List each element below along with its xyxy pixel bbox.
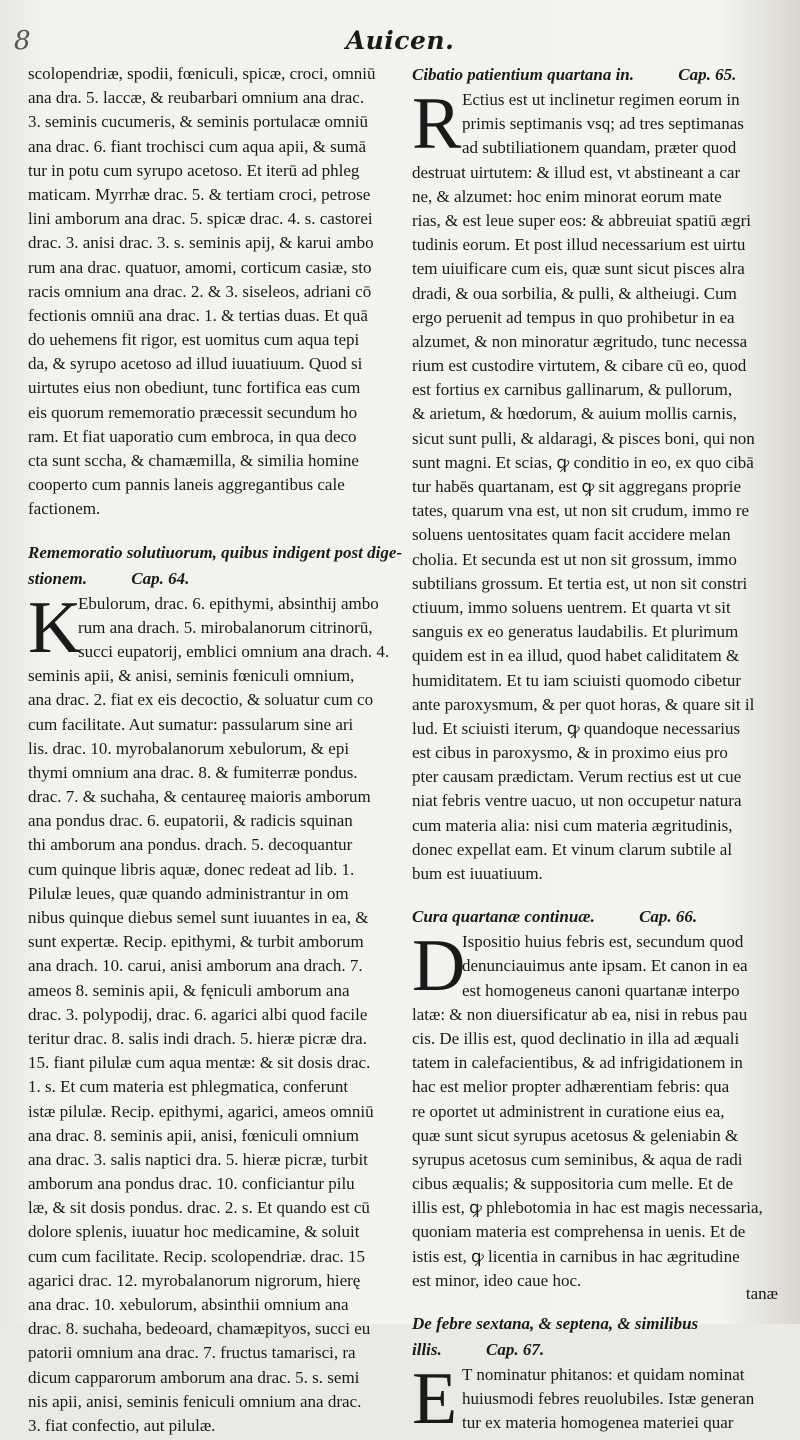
chapter-66-heading-text: Cura quartanæ continuæ.: [412, 907, 595, 927]
text-line: tur habēs quartanam, est ꝙ sit aggregans proprie: [412, 477, 742, 496]
text-line: re oportet ut administrent in curatione eius ea,: [412, 1101, 725, 1121]
text-line: lud. Et sciuisti iterum, ꝙ quandoque necessarius: [412, 718, 741, 738]
chapter-67-heading-line2: [412, 1337, 784, 1363]
text-line: ana drac. 10. xebulorum, absinthii omnium ana: [28, 1295, 349, 1314]
chapter-66-body: [412, 925, 784, 1293]
catchword: tanæ: [745, 1284, 778, 1303]
text-line: tudinis eorum. Et post illud necessarium est uirtu: [412, 235, 746, 255]
text-line: est fortius ex carnibus gallinarum, & pullorum,: [412, 380, 733, 400]
text-line: tur ex materia homogenea materiei quar: [462, 1413, 734, 1433]
text-line: cibus æqualis; & suppositoria cum melle. Et de: [412, 1174, 734, 1194]
text-line: Pilulæ leues, quæ quando administrantur in om: [28, 883, 349, 903]
text-line: lini amborum ana drac. 5. spicæ drac. 4. s. castorei: [28, 209, 373, 229]
text-line: cum cum facilitate. Recip. scolopendriæ. drac. 15: [28, 1246, 366, 1266]
text-line: patorii omnium ana drac. 7. fructus tamarisci, ra: [28, 1343, 356, 1363]
chapter-64-heading-line1: Rememoratio solutiuorum, quibus indigent post dige-: [28, 542, 403, 562]
chapter-64-heading-line2: [28, 566, 394, 592]
text-line: istis est, ꝙ licentia in carnibus in hac ægritudine: [412, 1246, 740, 1266]
text-line: ctiuum, immo soluens uentrem. Et quarta vt sit: [412, 597, 731, 617]
text-line: quoniam materia est comprehensa in uenis. Et de: [412, 1222, 746, 1242]
text-line: rum ana drac. quatuor, amomi, corticum casiæ, sto: [28, 257, 372, 277]
text-line: fectionis omniū ana drac. 1. & tertias duas. Et quā: [28, 305, 368, 325]
text-line: 3. seminis cucumeris, & seminis portulacæ omniū: [28, 112, 368, 132]
text-line: dradi, & oua sorbilia, & pulli, & altheiugi. Cum: [412, 283, 737, 303]
text-line: niat febris ventre uacuo, ut non occupetur natura: [412, 791, 742, 811]
text-line: latæ: & non diuersificatur ab ea, nisi in rebus pau: [412, 1004, 748, 1024]
text-line: est cibus in paroxysmo, & in proximo eius pro: [412, 743, 728, 763]
chapter-67-heading-line1: De febre sextana, & septena, & similibus: [412, 1314, 699, 1333]
text-line: amborum ana pondus drac. 10. conficiantur pilu: [28, 1174, 355, 1194]
chapter-67-number: Cap. 67.: [486, 1340, 545, 1359]
text-line: drac. 3. polypodij, drac. 6. agarici albi quod facile: [28, 1004, 368, 1024]
text-line: ana drac. 2. fiat ex eis decoctio, & soluatur cum co: [28, 690, 374, 710]
text-line: ad subtiliationem quandam, præter quod: [462, 138, 737, 158]
text-line: maticam. Myrrhæ drac. 5. & tertiam croci, petrose: [28, 184, 371, 204]
chapter-66-drop-cap: D: [412, 925, 466, 1008]
text-line: tem uiuificare cum eis, quæ sunt sicut pisces alra: [412, 259, 745, 279]
text-line: cooperto cum pannis laneis aggregantibus cale: [28, 475, 345, 495]
text-line: ana drac. 6. fiant trochisci cum aqua apii, & sumā: [28, 136, 366, 156]
text-line: denunciauimus ante ipsam. Et canon in ea: [462, 956, 748, 976]
text-line: quæ sunt sicut syrupus acetosus & geleniabin &: [412, 1125, 739, 1145]
chapter-67-heading-text: illis.: [412, 1340, 442, 1359]
text-line: 15. fiant pilulæ cum aqua mentæ: & sit dosis drac.: [28, 1053, 371, 1073]
text-line: alzumet, & non minoratur ægritudo, tunc necessa: [412, 331, 748, 351]
text-line: cta sunt sccha, & chamæmilla, & similia homine: [28, 451, 359, 470]
text-line: dolore splenis, iuuatur hoc medicamine, & soluit: [28, 1222, 360, 1242]
text-line: tatem in calefacientibus, & ad infrigidationem in: [412, 1053, 743, 1073]
text-line: est homogeneus canoni quartanæ interpo: [462, 980, 740, 1000]
text-line: ameos 8. seminis apii, & fęniculi amborum ana: [28, 980, 350, 1000]
right-column: [412, 62, 784, 1440]
text-line: ne, & alzumet: hoc enim minorat eorum mate: [412, 186, 722, 206]
text-line: soluens uentositates quam facit accidere melan: [412, 525, 731, 545]
text-line: primis septimanis vsq; ad tres septimanas: [462, 114, 744, 134]
chapter-67-drop-cap: E: [412, 1358, 458, 1440]
text-line: bum est iuuatiuum.: [412, 864, 543, 883]
text-line: Ispositio huius febris est, secundum quod: [462, 932, 744, 952]
text-line: 3. fiat confectio, aut pilulæ.: [28, 1415, 216, 1435]
text-line: da, & syrupo acetoso ad illud iuuatiuum. Quod si: [28, 354, 363, 374]
text-line: huiusmodi febres reuolubiles. Istæ generan: [462, 1389, 755, 1409]
text-line: Ectius est ut inclinetur regimen eorum in: [462, 90, 740, 109]
text-line: subtilians grossum. Et tertia est, ut non sit constri: [412, 573, 748, 593]
text-line: istæ pilulæ. Recip. epithymi, agarici, ameos omniū: [28, 1101, 374, 1121]
text-line: donec expellat eam. Et vinum clarum subtile al: [412, 839, 733, 859]
chapter-65-drop-cap: R: [412, 83, 462, 165]
text-line: drac. 8. suchaha, bedeoard, chamæpityos, succi eu: [28, 1319, 371, 1339]
text-line: ana drach. 10. carui, anisi amborum ana drach. 7.: [28, 956, 363, 976]
left-column: [28, 62, 403, 1438]
text-line: drac. 3. anisi drac. 3. s. seminis apij, & karui ambo: [28, 233, 374, 253]
text-line: sicut sunt pulli, & aldaragi, & pisces boni, qui non: [412, 428, 755, 448]
text-line: illis est, ꝙ phlebotomia in hac est magis necessaria,: [412, 1198, 763, 1218]
text-line: quidem est in ea illud, quod habet caliditatem &: [412, 646, 740, 666]
chapter-65-heading: [412, 62, 784, 88]
text-line: est minor, ideo caue hoc.: [412, 1270, 582, 1290]
text-line: rias, & est leue super eos: & abbreuiat spatiū ægri: [412, 210, 751, 230]
text-line: ram. Et fiat uaporatio cum embroca, in qua deco: [28, 426, 357, 446]
text-line: scolopendriæ, spodii, fœniculi, spicæ, croci, omniū: [28, 64, 376, 83]
text-line: & arietum, & hœdorum, & auium mollis carnis,: [412, 404, 737, 424]
text-line: hac est melior propter adhærentiam febris: qua: [412, 1077, 730, 1097]
text-line: lis. drac. 10. myrobalanorum xebulorum, & epi: [28, 738, 350, 758]
text-line: rium est custodire virtutem, & cibare cū eo, quod: [412, 356, 747, 376]
text-line: teritur drac. 8. salis indi drach. 5. hieræ picræ dra.: [28, 1028, 367, 1048]
chapter-64-body: [28, 586, 394, 1439]
text-line: nis apii, anisi, seminis feniculi omnium ana drac.: [28, 1391, 362, 1411]
text-line: cum quinque libris aquæ, donec redeat ad lib. 1.: [28, 859, 355, 879]
text-line: do uehemens fit rigor, est uomitus cum aqua tepi: [28, 330, 360, 350]
text-line: cum materia alia: nisi cum materia ægritudinis,: [412, 815, 733, 835]
text-line: racis omnium ana drac. 2. & 3. siseleos, adriani cō: [28, 281, 372, 301]
chapter-65-number: Cap. 65.: [678, 65, 737, 84]
folio-number: 8: [14, 26, 31, 56]
text-line: tur in potu cum syrupo acetoso. Et iterū ad phleg: [28, 160, 360, 180]
text-line: humiditatem. Et tu iam sciuisti quomodo cibetur: [412, 670, 742, 690]
chapter-63-continuation: [28, 62, 394, 522]
text-line: rum ana drach. 5. mirobalanorum citrinorū,: [78, 617, 373, 637]
chapter-65-heading-text: Cibatio patientium quartana in.: [412, 65, 635, 84]
chapter-65-body: [412, 83, 784, 886]
running-head: Auicen.: [345, 26, 455, 55]
text-line: T nominatur phitanos: et quidam nominat: [462, 1365, 745, 1384]
text-line: ana pondus drac. 6. eupatorii, & radicis squinan: [28, 811, 353, 831]
text-line: ana drac. 3. salis naptici dra. 5. hieræ picræ, turbit: [28, 1149, 368, 1169]
text-line: ana drac. 8. seminis apii, anisi, fœniculi omnium: [28, 1125, 359, 1145]
text-line: nibus quinque diebus semel sunt iuuantes in ea, &: [28, 908, 369, 927]
text-line: syrupus acetosus cum seminibus, & aqua de radi: [412, 1149, 743, 1169]
text-line: cis. De illis est, quod declinatio in illa ad æquali: [412, 1028, 740, 1048]
text-line: ana dra. 5. laccæ, & reubarbari omnium ana drac.: [28, 88, 365, 108]
text-line: ergo peruenit ad tempus in quo prohibetur in ea: [412, 307, 735, 327]
text-line: drac. 7. & suchaha, & centaureę maioris amborum: [28, 787, 371, 807]
text-line: Ebulorum, drac. 6. epithymi, absinthij ambo: [78, 593, 379, 613]
text-line: factionem.: [28, 499, 101, 519]
text-line: ante paroxysmum, & per quot horas, & quare sit il: [412, 694, 755, 714]
text-line: agarici drac. 12. myrobalanorum nigrorum, hierę: [28, 1270, 361, 1290]
text-line: cholia. Et secunda est ut non sit grossum, immo: [412, 549, 737, 569]
text-line: eis quorum rememoratio præcessit secundum ho: [28, 402, 358, 422]
chapter-66-heading: [412, 904, 784, 930]
text-line: succi eupatorij, emblici omnium ana drach. 4.: [78, 641, 390, 661]
text-line: sanguis ex eo generatus laudabilis. Et plurimum: [412, 622, 739, 642]
text-line: sunt magni. Et scias, ꝙ conditio in eo, ex quo cibā: [412, 452, 754, 472]
text-line: thi amborum ana pondus. drach. 5. decoquantur: [28, 835, 353, 855]
text-line: læ, & sit dosis pondus. drac. 2. s. Et quando est cū: [28, 1198, 370, 1218]
chapter-66-number: Cap. 66.: [639, 907, 698, 927]
text-line: pter causam prædictam. Verum rectius est ut cue: [412, 767, 742, 787]
chapter-67-body: [412, 1358, 784, 1440]
chapter-64-drop-cap: K: [28, 586, 82, 669]
text-line: uirtutes eius non obediunt, tunc fortifica eas cum: [28, 378, 361, 398]
text-line: dicum capparorum amborum ana drac. 5. s. semi: [28, 1367, 360, 1387]
text-line: thymi omnium ana drac. 8. & fumiterræ pondus.: [28, 762, 358, 782]
text-line: seminis apii, & anisi, seminis fœniculi omnium,: [28, 666, 355, 686]
text-line: tates, quarum vna est, ut non sit crudum, immo re: [412, 501, 750, 521]
chapter-64-heading-text: stionem.: [28, 568, 88, 588]
chapter-64-number: Cap. 64.: [131, 568, 190, 588]
text-line: 1. s. Et cum materia est phlegmatica, conferunt: [28, 1077, 349, 1097]
text-line: cum facilitate. Aut sumatur: passularum sine ari: [28, 714, 354, 734]
text-line: destruat uirtutem: & illud est, vt abstineant a car: [412, 162, 741, 182]
text-line: sunt expertæ. Recip. epithymi, & turbit amborum: [28, 932, 364, 952]
